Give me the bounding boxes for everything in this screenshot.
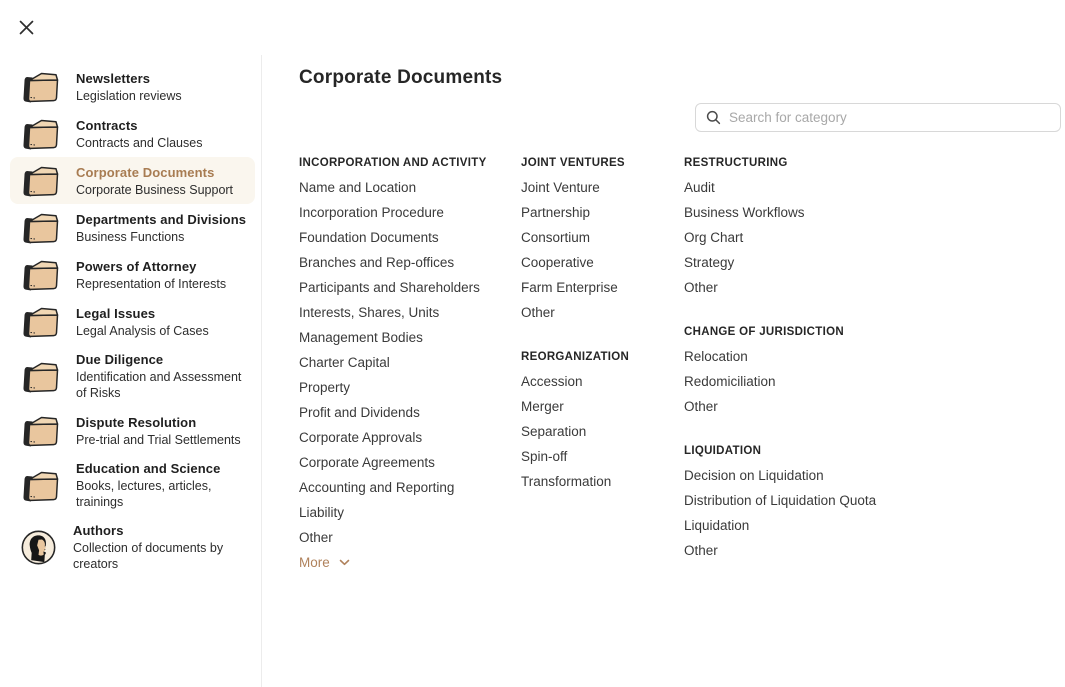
category-link[interactable]: Property	[299, 380, 351, 395]
category-link[interactable]: Consortium	[521, 230, 591, 245]
category-column	[684, 150, 876, 575]
category-link[interactable]: Participants and Shareholders	[299, 280, 480, 295]
section-heading: LIQUIDATION	[684, 444, 762, 457]
category-link[interactable]: Transformation	[521, 474, 612, 489]
category-link[interactable]: Corporate Agreements	[299, 455, 435, 470]
category-link[interactable]: Decision on Liquidation	[684, 468, 824, 483]
category-link[interactable]: Accounting and Reporting	[299, 480, 455, 495]
page-title: Corporate Documents	[299, 67, 503, 88]
section-list	[299, 175, 521, 550]
category-link[interactable]: Joint Venture	[521, 180, 600, 195]
category-link[interactable]: Profit and Dividends	[299, 405, 420, 420]
category-link[interactable]: Foundation Documents	[299, 230, 439, 245]
category-columns	[299, 150, 1065, 575]
section-heading: INCORPORATION AND ACTIVITY	[299, 156, 487, 169]
category-link[interactable]: Accession	[521, 374, 583, 389]
folder-icon	[20, 257, 60, 292]
more-button[interactable]	[299, 550, 521, 575]
sidebar-item-title: Powers of Attorney	[76, 258, 197, 274]
sidebar-item-title: Authors	[73, 523, 124, 538]
folder-icon	[20, 359, 60, 394]
sidebar-item-departments-and-divisions[interactable]	[10, 204, 255, 251]
category-column	[299, 150, 521, 575]
folder-icon	[20, 210, 60, 245]
sidebar-item-subtitle: Legal Analysis of Cases	[76, 323, 209, 338]
sidebar-item-title: Contracts	[76, 117, 138, 133]
folder-icon	[20, 116, 60, 151]
category-link[interactable]: Other	[684, 543, 718, 558]
category-section	[684, 438, 876, 563]
section-list	[684, 463, 876, 563]
category-column	[521, 150, 684, 575]
sidebar-item-education-and-science[interactable]	[10, 454, 255, 516]
category-link[interactable]: Management Bodies	[299, 330, 423, 345]
category-link[interactable]: Redomiciliation	[684, 374, 776, 389]
close-icon	[18, 19, 35, 36]
sidebar-item-subtitle: Pre-trial and Trial Settlements	[76, 432, 241, 447]
search-input[interactable]	[729, 110, 1050, 125]
more-label: More	[299, 555, 330, 570]
folder-icon	[20, 468, 60, 503]
folder-icon	[20, 69, 60, 104]
search-box[interactable]	[695, 103, 1061, 132]
sidebar-item-newsletters[interactable]	[10, 63, 255, 110]
section-list	[684, 175, 876, 300]
category-link[interactable]: Audit	[684, 180, 715, 195]
category-link[interactable]: Distribution of Liquidation Quota	[684, 493, 877, 508]
category-link[interactable]: Business Workflows	[684, 205, 805, 220]
folder-icon	[20, 163, 60, 198]
section-heading: CHANGE OF JURISDICTION	[684, 325, 844, 338]
section-heading: JOINT VENTURES	[521, 156, 625, 169]
category-link[interactable]: Other	[521, 305, 555, 320]
sidebar-item-title: Newsletters	[76, 70, 151, 86]
folder-icon	[20, 413, 60, 448]
sidebar-item-title: Dispute Resolution	[76, 414, 197, 430]
sidebar-item-subtitle: Business Functions	[76, 229, 185, 244]
category-link[interactable]: Org Chart	[684, 230, 744, 245]
category-section	[684, 319, 876, 419]
sidebar-item-authors[interactable]	[10, 516, 255, 578]
folder-icon	[20, 304, 60, 339]
category-link[interactable]: Other	[299, 530, 333, 545]
sidebar-item-due-diligence[interactable]	[10, 345, 255, 407]
category-link[interactable]: Name and Location	[299, 180, 417, 195]
sidebar-item-contracts[interactable]	[10, 110, 255, 157]
category-link[interactable]: Incorporation Procedure	[299, 205, 444, 220]
category-link[interactable]: Merger	[521, 399, 564, 414]
category-link[interactable]: Interests, Shares, Units	[299, 305, 440, 320]
category-section	[684, 150, 876, 300]
sidebar-item-title: Departments and Divisions	[76, 211, 247, 227]
category-link[interactable]: Other	[684, 280, 718, 295]
sidebar-item-corporate-documents[interactable]	[10, 157, 255, 204]
sidebar-item-subtitle: Corporate Business Support	[76, 182, 234, 197]
section-list	[521, 369, 684, 494]
category-link[interactable]: Relocation	[684, 349, 748, 364]
section-heading: RESTRUCTURING	[684, 156, 788, 169]
sidebar-item-title: Due Diligence	[76, 352, 164, 367]
sidebar-item-subtitle: Identification and Assessment of Risks	[76, 370, 242, 400]
sidebar-item-subtitle: Books, lectures, articles, trainings	[76, 479, 212, 509]
sidebar-item-powers-of-attorney[interactable]	[10, 251, 255, 298]
section-list	[684, 344, 876, 419]
category-link[interactable]: Separation	[521, 424, 587, 439]
category-link[interactable]: Partnership	[521, 205, 591, 220]
category-link[interactable]: Other	[684, 399, 718, 414]
category-link[interactable]: Charter Capital	[299, 355, 390, 370]
sidebar-item-dispute-resolution[interactable]	[10, 407, 255, 454]
category-link[interactable]: Farm Enterprise	[521, 280, 618, 295]
main-panel	[262, 0, 1065, 687]
category-section	[521, 344, 684, 494]
close-button[interactable]	[15, 16, 37, 38]
sidebar-item-title: Education and Science	[76, 461, 221, 476]
category-link[interactable]: Branches and Rep-offices	[299, 255, 455, 270]
category-section	[521, 150, 684, 325]
sidebar-item-legal-issues[interactable]	[10, 298, 255, 345]
sidebar-item-title: Legal Issues	[76, 305, 156, 321]
section-list	[521, 175, 684, 325]
category-link[interactable]: Corporate Approvals	[299, 430, 423, 445]
sidebar-item-title: Corporate Documents	[76, 164, 215, 180]
category-section	[299, 150, 521, 575]
search-icon	[706, 110, 721, 125]
sidebar-item-subtitle: Representation of Interests	[76, 276, 227, 291]
category-link[interactable]: Liability	[299, 505, 345, 520]
chevron-down-icon	[339, 559, 350, 566]
sidebar-item-subtitle: Legislation reviews	[76, 88, 182, 103]
section-heading: REORGANIZATION	[521, 350, 630, 363]
sidebar-list	[10, 63, 255, 578]
author-avatar-icon	[20, 529, 57, 566]
category-link[interactable]: Liquidation	[684, 518, 750, 533]
sidebar-item-subtitle: Contracts and Clauses	[76, 135, 203, 150]
sidebar-item-subtitle: Collection of documents by creators	[73, 541, 224, 571]
sidebar	[0, 55, 262, 687]
category-link[interactable]: Spin-off	[521, 449, 568, 464]
category-link[interactable]: Strategy	[684, 255, 735, 270]
category-link[interactable]: Cooperative	[521, 255, 594, 270]
